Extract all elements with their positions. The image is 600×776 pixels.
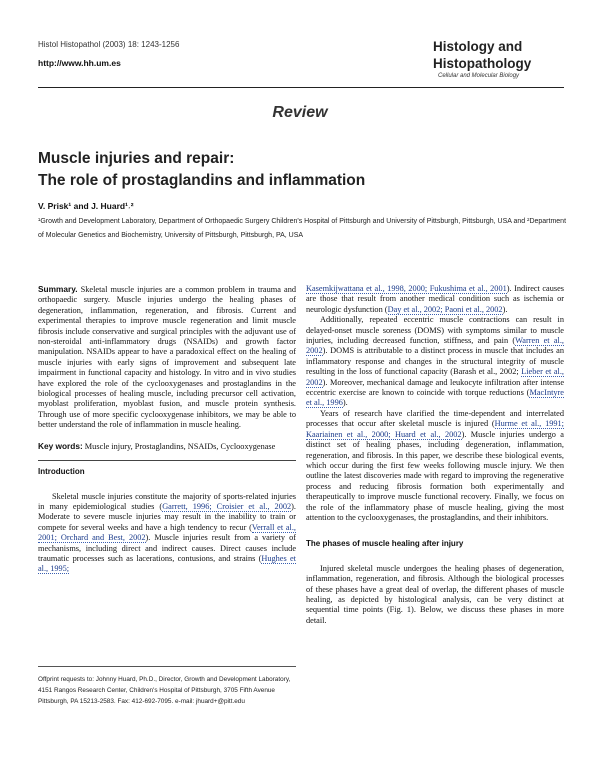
right-column	[306, 284, 564, 626]
phases-heading: The phases of muscle healing after injury	[306, 539, 464, 549]
para3-text-a: Years of research have clarified the time-dependent and interrelated processes that occur after skeletal muscle is injured (	[306, 408, 564, 429]
offprint-footnote: Offprint requests to: Johnny Huard, Ph.D., Director, Growth and Development Laboratory, 4151 Rangos Research Center, Children's Hospital of Pittsburgh, 3705 Fifth Avenue Pittsburgh, PA 15213-2583. Fax: 412-692-7095. e-mail: jhuard+@pitt.edu	[38, 676, 291, 705]
affiliation: ¹Growth and Development Laboratory, Department of Orthopaedic Surgery Children's Hospital of Pittsburgh and University of Pittsburgh, Pittsburgh, USA and ²Department of Molecular Genetics and Biochemistry, University of Pittsburgh, Pittsburgh, PA, USA	[38, 218, 567, 239]
para2-text-d: ).	[342, 398, 348, 408]
summary-paragraph	[38, 284, 296, 431]
keywords-label: Key words:	[38, 440, 83, 451]
intro-text-c: ). Muscle injuries result from a variety of mechanisms, including direct and indirect causes. Direct causes include traumatic processes such as lacerations, contusions, and strains (	[38, 533, 296, 563]
research-paragraph	[306, 409, 564, 523]
doms-paragraph	[306, 315, 564, 409]
para1-text-b: ).	[502, 304, 508, 314]
journal-subtitle: Cellular and Molecular Biology	[438, 73, 520, 79]
para2-text-c: ). Moreover, mechanical damage and leukocyte infiltration after intense eccentric exercise are known to coincide with torque reductions (	[306, 377, 564, 398]
intro-text-b: ). Moderate to severe muscle injuries may result in the inability to train or compete for several weeks and have a high tendency to recur (	[38, 501, 296, 532]
article-section: Review	[272, 104, 328, 121]
reference-link[interactable]: Hurme et al., 1991; Kaariainen et al., 2000; Huard et al., 2002	[306, 419, 564, 439]
intro-heading: Introduction	[38, 467, 85, 477]
para1-text-a: ). Indirect causes are those that result from another medical condition such as ischemia or neurologic dysfunction (	[306, 284, 565, 314]
title-line2: The role of prostaglandins and inflammation	[38, 172, 366, 189]
reference-link[interactable]: Hughes et al., 1995;	[38, 553, 296, 574]
header-divider	[38, 87, 564, 88]
intro-text-a: Skeletal muscle injuries constitute the majority of sports-related injuries in many epidemiological studies (	[38, 491, 296, 511]
journal-name-line1: Histology and	[433, 39, 523, 54]
reference-link[interactable]: Warren et al., 2002	[306, 336, 564, 356]
reference-link[interactable]: Kasemkijwattana et al., 1998, 2000; Fukushima et al., 2001	[306, 284, 507, 293]
para3-text-b: ). Muscle injuries undergo a distinct set of healing phases, including degeneration, inflammation, regeneration, and fibrosis. In this paper, we describe these biological events, which occur during the first few weeks following muscle injury. We then outline the latest discoveries made with regard to improving the regenerative process and reducing fibrosis formation both experimentally and therapeutically to improve muscle functional recovery. Finally, we focus on the role of the inflammatory phase of muscle healing, giving the most attention to the cyclooxygenases, the prostaglandins, and their inhibitors.	[306, 429, 564, 522]
journal-name	[433, 38, 531, 72]
article-title	[38, 148, 365, 192]
continuation-paragraph	[306, 284, 564, 315]
authors: V. Prisk¹ and J. Huard¹˒²	[38, 201, 134, 211]
phases-paragraph: Injured skeletal muscle undergoes the healing phases of degeneration, inflammation, regeneration, and fibrosis. Although the biological processes of these phases have a great deal of overlap, the different phases of muscle healing, as depicted by histological analysis, can be very distinct at sequential time points (Fig. 1). Below, we discuss these phases in more detail.	[306, 563, 564, 625]
title-line1: Muscle injuries and repair:	[38, 150, 235, 167]
journal-url[interactable]: http://www.hh.um.es	[38, 58, 121, 68]
keywords-paragraph	[38, 441, 296, 452]
journal-name-line2: Histopathology	[433, 56, 532, 71]
keywords-text: Muscle injury, Prostaglandins, NSAIDs, Cyclooxygenase	[82, 441, 276, 451]
reference-link[interactable]: MacIntyre et al., 1996	[306, 388, 564, 408]
reference-link[interactable]: Day et al., 2002; Paoni et al., 2002	[387, 304, 503, 314]
para2-text-a: Additionally, repeated eccentric muscle contractions can result in delayed-onset muscle soreness (DOMS) with symptoms similar to muscle injuries, including decreased function, stiffness, and pain (	[306, 315, 564, 346]
summary-label: Summary.	[38, 284, 78, 294]
reference-link[interactable]: Lieber et al., 2002	[306, 367, 564, 387]
reference-link[interactable]: Verrall et al., 2001; Orchard and Best, 2002	[38, 522, 296, 543]
footnote-divider	[38, 666, 296, 667]
para2-text-b: ). DOMS is attributable to a distinct process in muscle that includes an inflammatory response and changes in the structural integrity of muscle resulting in the loss of functional capacity (Barash et al., 2002;	[306, 346, 564, 377]
intro-divider	[38, 460, 296, 461]
summary-text: Skeletal muscle injuries are a common problem in trauma and orthopaedic surgery. Muscle injuries undergo the healing phases of degeneration, inflammation, regeneration, and fibrosis. Current and experimental therapies to improve muscle regeneration and limit muscle fibrosis include conservative and surgical principles with the adjuvant use of non-steroidal anti-inflammatory drugs (NSAIDs) and growth factor manipulation. NSAIDs appear to have a paradoxical effect on the healing of muscle injuries with early signs of improvement and subsequent late impairment in functional capacity and histology. In vitro and in vivo studies have explored the role of the cyclooxygenases and prostaglandins in the biological processes of healing muscle, including precursor cell activation, myoblast proliferation, myoblast fusion, and muscle protein synthesis. Through use of more specific cyclooxygenase inhibitors, we may be able to better understand the role of inflammation in muscle healing.	[38, 285, 296, 430]
journal-citation: Histol Histopathol (2003) 18: 1243-1256	[38, 40, 180, 49]
reference-link[interactable]: Garrett, 1996; Croisier et al., 2002	[162, 501, 292, 511]
left-column	[38, 284, 296, 575]
intro-paragraph	[38, 492, 296, 575]
